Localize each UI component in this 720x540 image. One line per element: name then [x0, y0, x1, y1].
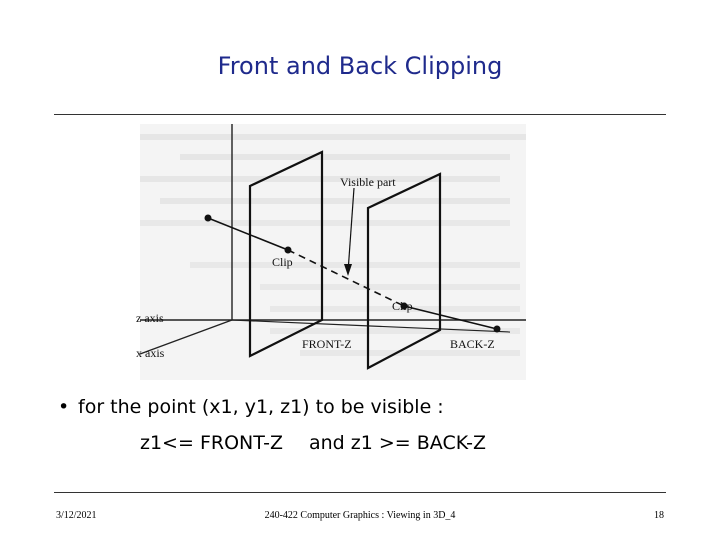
x-axis-label: x axis: [136, 346, 165, 360]
back-clip-label: Clip: [392, 299, 413, 313]
segment-end-point: [494, 326, 501, 333]
condition-front: z1<= FRONT-Z: [140, 432, 283, 454]
visibility-bullet: [58, 396, 444, 418]
back-z-label: BACK-Z: [450, 337, 495, 351]
clipping-diagram: [136, 124, 526, 380]
visible-part-label: Visible part: [340, 175, 396, 189]
front-clip-point: [285, 247, 292, 254]
title-divider: [54, 114, 666, 115]
z-axis-label: z axis: [136, 311, 164, 325]
footer-date: 3/12/2021: [56, 510, 97, 521]
background-scan-texture: [140, 134, 526, 356]
front-z-label: FRONT-Z: [302, 337, 352, 351]
segment-start-point: [205, 215, 212, 222]
bullet-text: for the point (x1, y1, z1) to be visible :: [78, 396, 444, 418]
condition-back: and z1 >= BACK-Z: [308, 432, 487, 454]
clipping-figure: [136, 124, 526, 380]
footer-divider: [54, 492, 666, 493]
footer-page-number: 18: [654, 510, 664, 521]
front-clip-label: Clip: [272, 255, 293, 269]
segment-visible-part: [288, 250, 404, 306]
visibility-condition: [140, 432, 486, 454]
front-clip-plane: [250, 152, 322, 356]
bullet-marker: •: [58, 396, 70, 418]
slide-title: Front and Back Clipping: [217, 52, 503, 80]
footer-course: 240-422 Computer Graphics : Viewing in 3D_4: [264, 510, 456, 521]
visible-part-arrowhead: [344, 264, 352, 276]
